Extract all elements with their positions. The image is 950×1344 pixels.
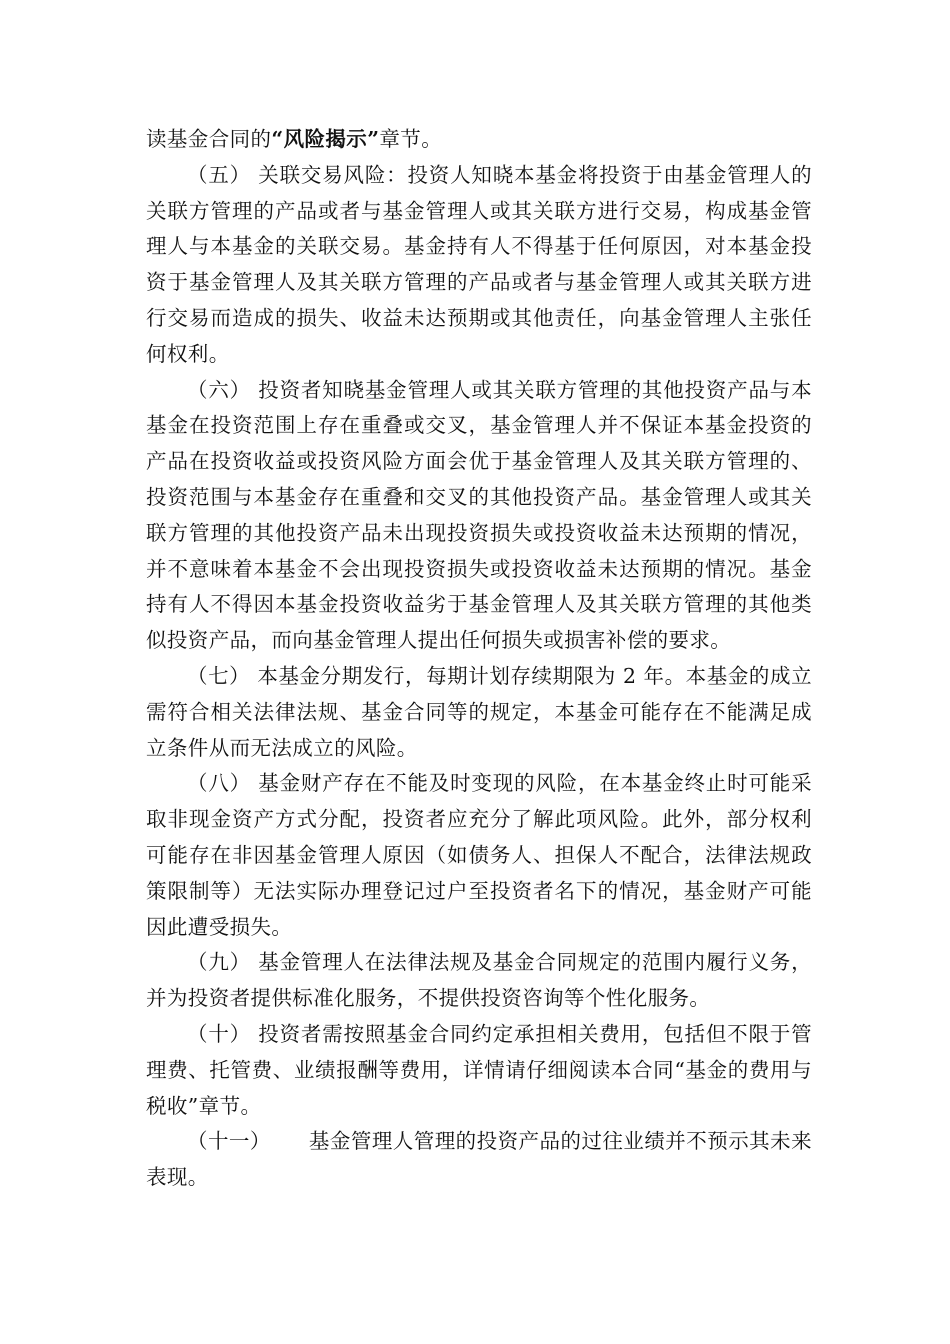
document-body: [146, 122, 812, 1196]
clause-9-text: 基金管理人在法律法规及基金合同规定的范围内履行义务，并为投资者提供标准化服务，不提供投资咨询等个性化服务。: [146, 950, 813, 1011]
clause-6-number: （六）: [187, 377, 251, 402]
clause-9-number: （九）: [187, 950, 251, 975]
clause-10-paragraph: [146, 1017, 812, 1124]
clause-8-paragraph: [146, 766, 812, 945]
intro-text: 读基金合同的: [146, 127, 272, 151]
clause-7-paragraph: [146, 659, 812, 766]
intro-emphasis: “风险揭示”: [271, 127, 380, 151]
clause-5-number: （五）: [187, 162, 251, 187]
clause-8-text: 基金财产存在不能及时变现的风险，在本基金终止时可能采取非现金资产方式分配，投资者应充分了解此项风险。此外，部分权利可能存在非因基金管理人原因（如债务人、担保人不配合，法律法规政策限制等）无法实际办理登记过户至投资者名下的情况，基金财产可能因此遭受损失。: [146, 771, 813, 939]
clause-10-number: （十）: [187, 1021, 251, 1046]
clause-5-text: 关联交易风险：投资人知晓本基金将投资于由基金管理人的关联方管理的产品或者与基金管理人或其关联方进行交易，构成基金管理人与本基金的关联交易。基金持有人不得基于任何原因，对本基金投资于基金管理人及其关联方管理的产品或者与基金管理人或其关联方进行交易而造成的损失、收益未达预期或其他责任，向基金管理人主张任何权利。: [146, 162, 813, 366]
clause-8-number: （八）: [187, 771, 251, 796]
clause-5-paragraph: [146, 158, 812, 373]
intro-paragraph: [146, 122, 812, 158]
clause-6-paragraph: [146, 373, 812, 659]
clause-10-text: 投资者需按照基金合同约定承担相关费用，包括但不限于管理费、托管费、业绩报酬等费用，详情请仔细阅读本合同“基金的费用与税收”章节。: [146, 1021, 813, 1118]
clause-7-text: 本基金分期发行，每期计划存续期限为 2 年。本基金的成立需符合相关法律法规、基金合同等的规定，本基金可能存在不能满足成立条件从而无法成立的风险。: [146, 663, 812, 760]
clause-6-text: 投资者知晓基金管理人或其关联方管理的其他投资产品与本基金在投资范围上存在重叠或交叉，基金管理人并不保证本基金投资的产品在投资收益或投资风险方面会优于基金管理人及其关联方管理的、投资范围与本基金存在重叠和交叉的其他投资产品。基金管理人或其关联方管理的其他投资产品未出现投资损失或投资收益未达预期的情况，并不意味着本基金不会出现投资损失或投资收益未达预期的情况。基金持有人不得因本基金投资收益劣于基金管理人及其关联方管理的其他类似投资产品，而向基金管理人提出任何损失或损害补偿的要求。: [146, 377, 813, 653]
clause-11-number: （十一）: [187, 1129, 271, 1154]
clause-11-text: 基金管理人管理的投资产品的过往业绩并不预示其未来表现。: [146, 1129, 812, 1190]
clause-7-number: （七）: [187, 663, 251, 688]
intro-text-end: 章节。: [379, 127, 443, 151]
clause-11-paragraph: [146, 1124, 812, 1196]
clause-9-paragraph: [146, 945, 812, 1017]
